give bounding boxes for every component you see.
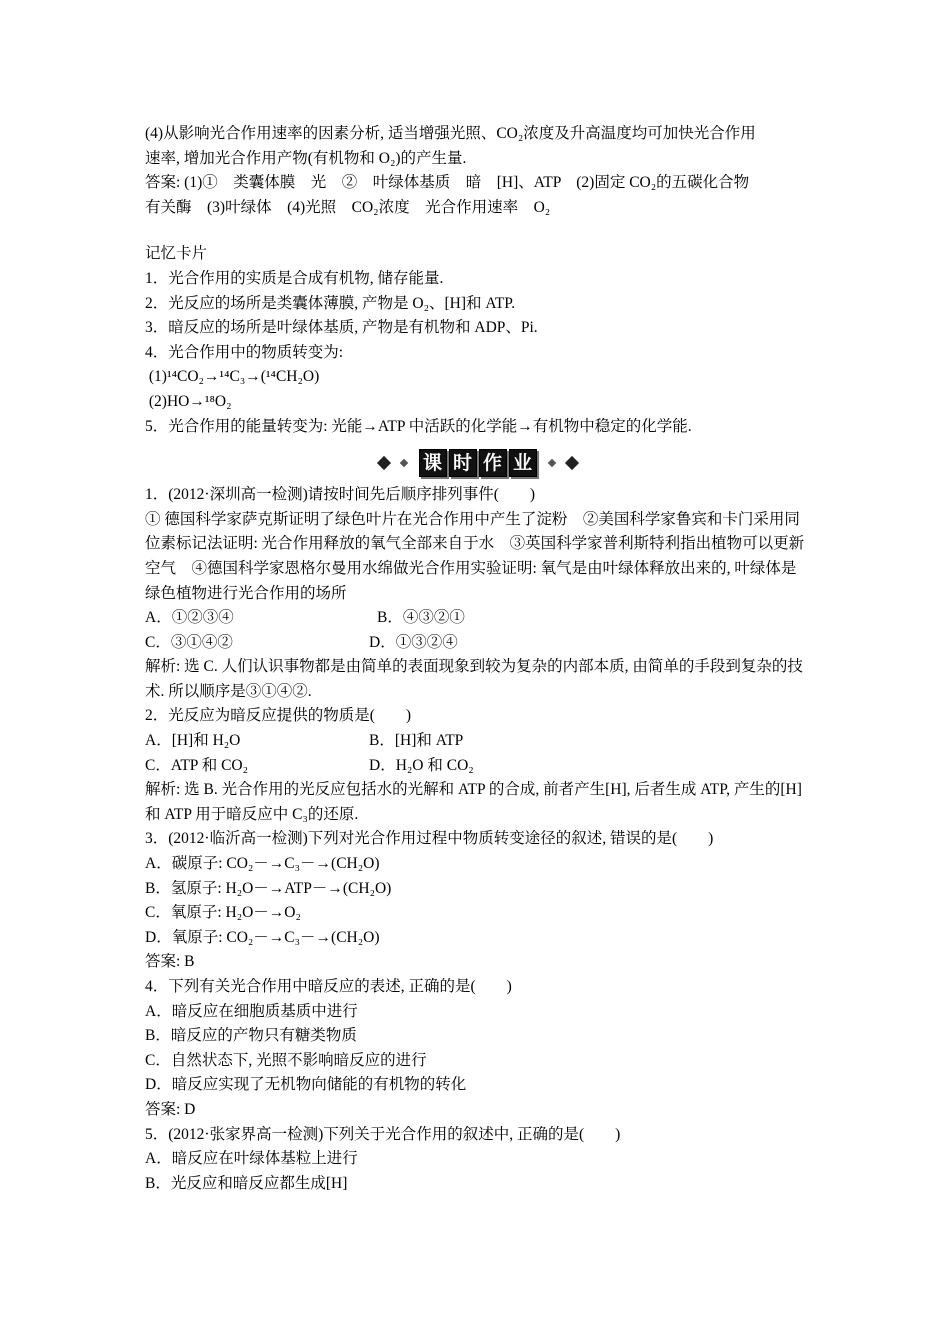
memory-item: 1．光合作用的实质是合成有机物, 储存能量. [145,269,444,287]
diamond-icon [376,456,390,470]
diamond-icon [564,456,578,470]
paragraph-line: (4)从影响光合作用速率的因素分析, 适当增强光照、CO₂浓度及升高温度均可加快光合作用 [145,125,756,142]
option-d: D．H₂O 和 CO₂ [369,756,474,774]
memory-item: (1)¹⁴CO₂→¹⁴C₃→(¹⁴CH₂O) [145,368,320,386]
option-c: C．自然状态下, 光照不影响暗反应的进行 [145,1051,427,1069]
diamond-icon [399,459,407,467]
question-stem: 2．光反应为暗反应提供的物质是( ) [145,707,412,725]
option-row [145,754,810,779]
section-banner [145,445,810,481]
option-b: B．④③②① [377,609,465,627]
option-a: A．暗反应在细胞质基质中进行 [145,1002,358,1020]
option-b: B．光反应和暗反应都生成[H] [145,1174,348,1192]
analysis-text: 解析: 选 C. 人们认识事物都是由简单的表面现象到较为复杂的内部本质, 由简单的手段到复杂的技术. 所以顺序是③①④②. [145,658,803,700]
analysis-text: 解析: 选 B. 光合作用的光反应包括水的光解和 ATP 的合成, 前者产生[H], 后者生成 ATP, 产生的[H]和 ATP 用于暗反应中 C₃的还原. [145,781,802,823]
option-d: D．①③②④ [369,633,458,651]
banner-char: 业 [509,449,537,477]
option-a: A．碳原子: CO₂－→C₃－→(CH₂O) [145,855,380,873]
memory-item: 2．光反应的场所是类囊体薄膜, 产物是 O₂、[H]和 ATP. [145,294,516,312]
option-c: C．③①④② [145,633,233,651]
answer-line: 答案: (1)① 类囊体膜 光 ② 叶绿体基质 暗 [H]、ATP (2)固定 CO₂的五碳化合物 [145,174,750,192]
memory-card-title: 记忆卡片 [145,245,208,263]
option-c: C．氧原子: H₂O－→O₂ [145,904,301,922]
question-body: ① 德国科学家萨克斯证明了绿色叶片在光合作用中产生了淀粉 ②美国科学家鲁宾和卡门采用同位素标记法证明: 光合作用释放的氧气全部来自于水 ③英国科学家普利斯特利指出植物可以更新空气 ④德国科学家恩格尔曼用水绵做光合作用实验证明: 氧气是由叶绿体释放出来的, 叶绿体是绿色植物进行光合作用的场所 [145,510,805,602]
paragraph-line: 速率, 增加光合作用产物(有机物和 O₂)的产生量. [145,149,467,167]
banner-char: 作 [479,449,507,477]
section-title [419,449,537,477]
option-row [145,729,810,754]
option-d: D．氧原子: CO₂－→C₃－→(CH₂O) [145,928,380,946]
answer-line: 有关酶 (3)叶绿体 (4)光照 CO₂浓度 光合作用速率 O₂ [145,198,551,216]
spacer [145,220,810,242]
question-stem: 5．(2012·张家界高一检测)下列关于光合作用的叙述中, 正确的是( ) [145,1125,621,1143]
option-a: A．暗反应在叶绿体基粒上进行 [145,1150,358,1168]
option-a: A．[H]和 H₂O [145,732,241,750]
question-stem: 1．(2012·深圳高一检测)请按时间先后顺序排列事件( ) [145,486,536,504]
document-page [145,122,810,1196]
banner-char: 课 [419,449,447,477]
option-a: A．①②③④ [145,609,234,627]
memory-item: (2)HO→¹⁸O₂ [145,392,232,410]
option-b: B．暗反应的产物只有糖类物质 [145,1027,357,1045]
answer-line: 答案: D [145,1100,196,1118]
banner-char: 时 [449,449,477,477]
option-d: D．暗反应实现了无机物向储能的有机物的转化 [145,1076,467,1094]
memory-item: 3．暗反应的场所是叶绿体基质, 产物是有机物和 ADP、Pi. [145,319,538,337]
question-stem: 4．下列有关光合作用中暗反应的表述, 正确的是( ) [145,978,512,995]
diamond-icon [547,459,555,467]
memory-item: 5．光合作用的能量转变为: 光能→ATP 中活跃的化学能→有机物中稳定的化学能. [145,417,692,435]
option-row [145,631,810,656]
answer-line: 答案: B [145,953,195,971]
memory-item: 4．光合作用中的物质转变为: [145,343,344,361]
option-row [145,606,810,631]
option-b: B．氢原子: H₂O－→ATP－→(CH₂O) [145,879,392,897]
option-b: B．[H]和 ATP [369,732,464,750]
question-stem: 3．(2012·临沂高一检测)下列对光合作用过程中物质转变途径的叙述, 错误的是( ) [145,830,714,848]
option-c: C．ATP 和 CO₂ [145,756,249,774]
